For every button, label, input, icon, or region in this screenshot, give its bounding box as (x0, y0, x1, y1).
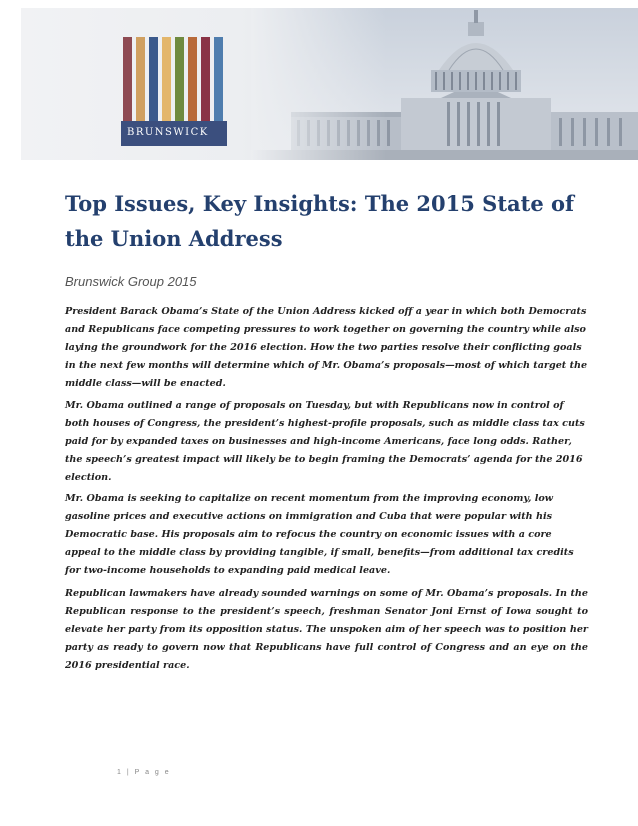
logo-nameplate (121, 121, 227, 146)
logo-bar (214, 37, 223, 121)
logo-text: BRUNSWICK (127, 127, 209, 138)
logo-bar (136, 37, 145, 121)
logo-bar (201, 37, 210, 121)
logo-bar (188, 37, 197, 121)
byline: Brunswick Group 2015 (65, 274, 197, 289)
logo-bar (175, 37, 184, 121)
paragraph: Mr. Obama outlined a range of proposals on Tuesday, but with Republicans now in control of both houses of Congress, the president’s highest-profile proposals, such as middle class tax cuts paid for by expanded taxes on businesses and high-income Americans, face long odds. Rather, the speech’s greatest impact will likely be to begin framing the Democrats’ agenda for the 2016 election. (65, 400, 585, 483)
brunswick-logo (121, 37, 227, 146)
paragraph: Mr. Obama is seeking to capitalize on recent momentum from the improving economy, low gasoline prices and executive actions on immigration and Cuba that were popular with his Democratic base. His proposals aim to refocus the country on economic issues with a core appeal to the middle class by providing tangible, if small, benefits—from additional tax credits for two-income households to expanding paid medical leave. (65, 493, 574, 576)
logo-bar (162, 37, 171, 121)
header-banner (21, 8, 638, 160)
logo-bar (123, 37, 132, 121)
logo-bar (149, 37, 158, 121)
capitol-building-image (251, 8, 638, 160)
paragraph: President Barack Obama’s State of the Union Address kicked off a year in which both Democrats and Republicans face competing pressures to work together on governing the country while also laying the groundwork for the 2016 election. How the two parties resolve their conflicting goals in the next few months will determine which of Mr. Obama’s proposals—most of which target the middle class—will be enacted. (65, 306, 588, 389)
page-number: 1 | P a g e (117, 769, 171, 776)
paragraph: Republican lawmakers have already sounded warnings on some of Mr. Obama’s proposals. In the Republican response to the president’s speech, freshman Senator Joni Ernst of Iowa sought to elevate her party from its opposition status. The unspoken aim of her speech was to position her party as ready to govern now that Republicans have full control of Congress and an eye on the 2016 presidential race. (65, 588, 588, 671)
document-title: Top Issues, Key Insights: The 2015 State of the Union Address (65, 191, 575, 251)
